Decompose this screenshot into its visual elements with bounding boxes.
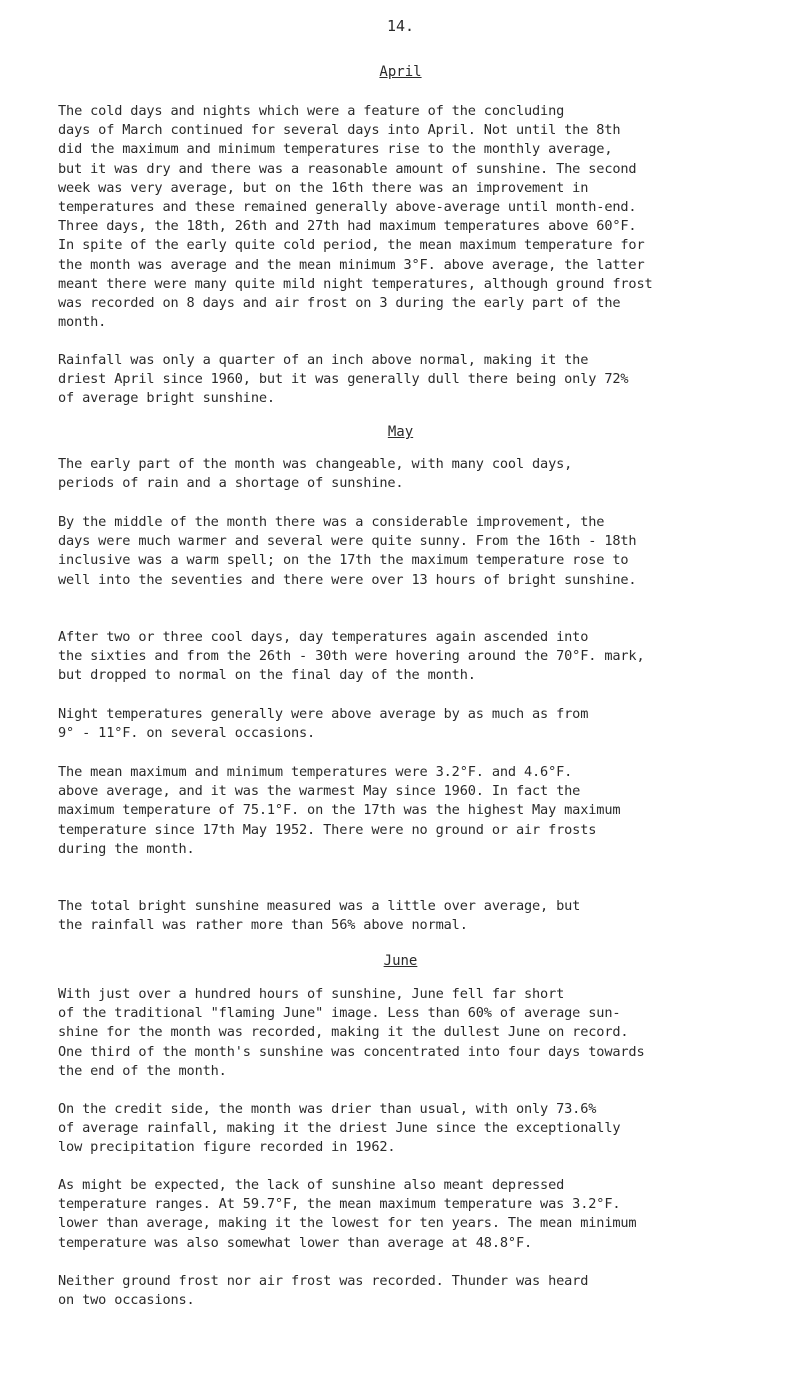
june-paragraph-4: Neither ground frost nor air frost was recorded. Thunder was heard on two occasions. (58, 1273, 589, 1309)
may-paragraph-4: Night temperatures generally were above average by as much as from 9° - 11°F. on several occasions. (58, 706, 589, 742)
may-paragraph-3: After two or three cool days, day temperatures again ascended into the sixties and from the 26th - 30th were hovering around the 70°F. mark, but dropped to normal on the final day of the month. (58, 629, 645, 684)
may-paragraph-5: The mean maximum and minimum temperatures were 3.2°F. and 4.6°F. above average, and it was the warmest May since 1960. In fact the maximum temperature of 75.1°F. on the 17th was the highest May maximum temperature since 17th May 1952. There were no ground or air frosts during the month. (58, 764, 621, 857)
june-paragraph-1: With just over a hundred hours of sunshine, June fell far short of the traditional "flaming June" image. Less than 60% of average sun- shine for the month was recorded, making it the dullest June on record. One third of the month's sunshine was concentrated into four days towards the end of the month. (58, 986, 645, 1079)
april-paragraph-1: The cold days and nights which were a feature of the concluding days of March continued for several days into April. Not until the 8th did the maximum and minimum temperatures rise to the monthly average, but it was dry and there was a reasonable amount of sunshine. The second week was very average, but on the 16th there was an improvement in temperatures and these remained generally above-average until month-end. Three days, the 18th, 26th and 27th had maximum temperatures above 60°F. In spite of the early quite cold period, the mean maximum temperature for the month was average and the mean minimum 3°F. above average, the latter meant there were many quite mild night temperatures, although ground frost was recorded on 8 days and air frost on 3 during the early part of the month. (58, 103, 653, 331)
page-number: 14. (386, 17, 415, 35)
heading-may: May (387, 424, 414, 440)
june-paragraph-3: As might be expected, the lack of sunshine also meant depressed temperature ranges. At 59.7°F, the mean maximum temperature was 3.2°F. lower than average, making it the lowest for ten years. The mean minimum temperature was also somewhat lower than average at 48.8°F. (58, 1177, 637, 1251)
heading-april: April (379, 64, 422, 80)
heading-june: June (383, 953, 418, 969)
may-paragraph-1: The early part of the month was changeable, with many cool days, periods of rain and a shortage of sunshine. (58, 456, 573, 492)
june-paragraph-2: On the credit side, the month was drier than usual, with only 73.6% of average rainfall, making it the driest June since the exceptionally low precipitation figure recorded in 1962. (58, 1101, 621, 1156)
april-paragraph-2: Rainfall was only a quarter of an inch above normal, making it the driest April since 1960, but it was generally dull there being only 72% of average bright sunshine. (58, 352, 629, 407)
may-paragraph-6: The total bright sunshine measured was a little over average, but the rainfall was rather more than 56% above normal. (58, 898, 581, 934)
may-paragraph-2: By the middle of the month there was a considerable improvement, the days were much warmer and several were quite sunny. From the 16th - 18th inclusive was a warm spell; on the 17th the maximum temperature rose to well into the seventies and there were over 13 hours of bright sunshine. (58, 514, 637, 588)
